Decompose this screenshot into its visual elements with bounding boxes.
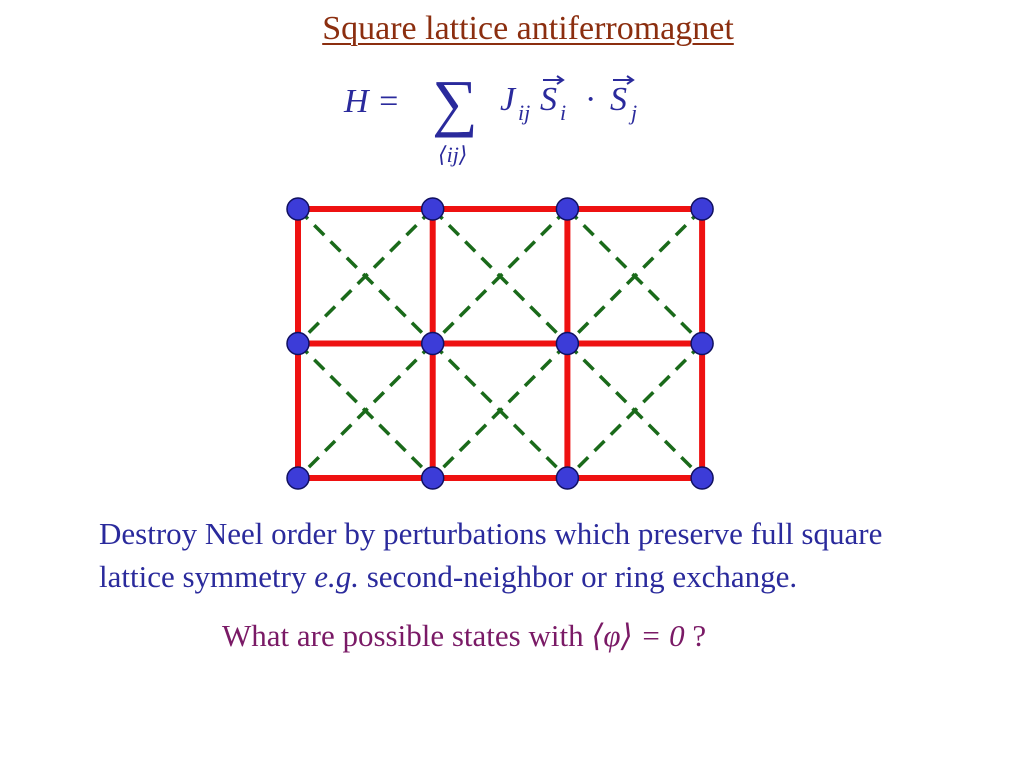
description-line-2 bbox=[99, 555, 999, 598]
description bbox=[99, 512, 999, 598]
question bbox=[222, 618, 706, 654]
lattice-site bbox=[422, 198, 444, 220]
slide-title: Square lattice antiferromagnet bbox=[322, 10, 734, 47]
hamiltonian-lhs: H = bbox=[344, 83, 400, 120]
lattice-site bbox=[556, 198, 578, 220]
coupling-J: J bbox=[500, 81, 516, 118]
lattice-site bbox=[556, 467, 578, 489]
question-end: ? bbox=[684, 618, 707, 653]
spin-S-i: S bbox=[540, 81, 557, 118]
dot-product: · bbox=[585, 81, 597, 118]
spin-S-j: S bbox=[610, 81, 627, 118]
description-line-2-end: second-neighbor or ring exchange. bbox=[358, 559, 798, 594]
sum-index: ⟨ij⟩ bbox=[438, 142, 468, 167]
lattice-site bbox=[422, 333, 444, 355]
spin-S-i-sub: i bbox=[560, 100, 567, 125]
spin-S-j-sub: j bbox=[631, 100, 638, 125]
question-text: What are possible states with bbox=[222, 618, 592, 653]
lattice-site bbox=[556, 333, 578, 355]
description-line-2-start: lattice symmetry bbox=[99, 559, 315, 594]
coupling-J-sub: ij bbox=[518, 100, 531, 125]
lattice-site bbox=[422, 467, 444, 489]
lattice-site bbox=[691, 333, 713, 355]
description-eg: e.g. bbox=[314, 559, 359, 594]
lattice-site bbox=[287, 198, 309, 220]
sum-symbol: ∑ bbox=[432, 67, 478, 138]
lattice-site bbox=[691, 198, 713, 220]
question-math: ⟨φ⟩ = 0 bbox=[591, 618, 685, 653]
nearest-neighbor-bonds bbox=[298, 209, 702, 478]
lattice-site bbox=[287, 467, 309, 489]
lattice-site bbox=[691, 467, 713, 489]
lattice-site bbox=[287, 333, 309, 355]
description-line-1: Destroy Neel order by perturbations which preserve full square bbox=[99, 516, 883, 551]
